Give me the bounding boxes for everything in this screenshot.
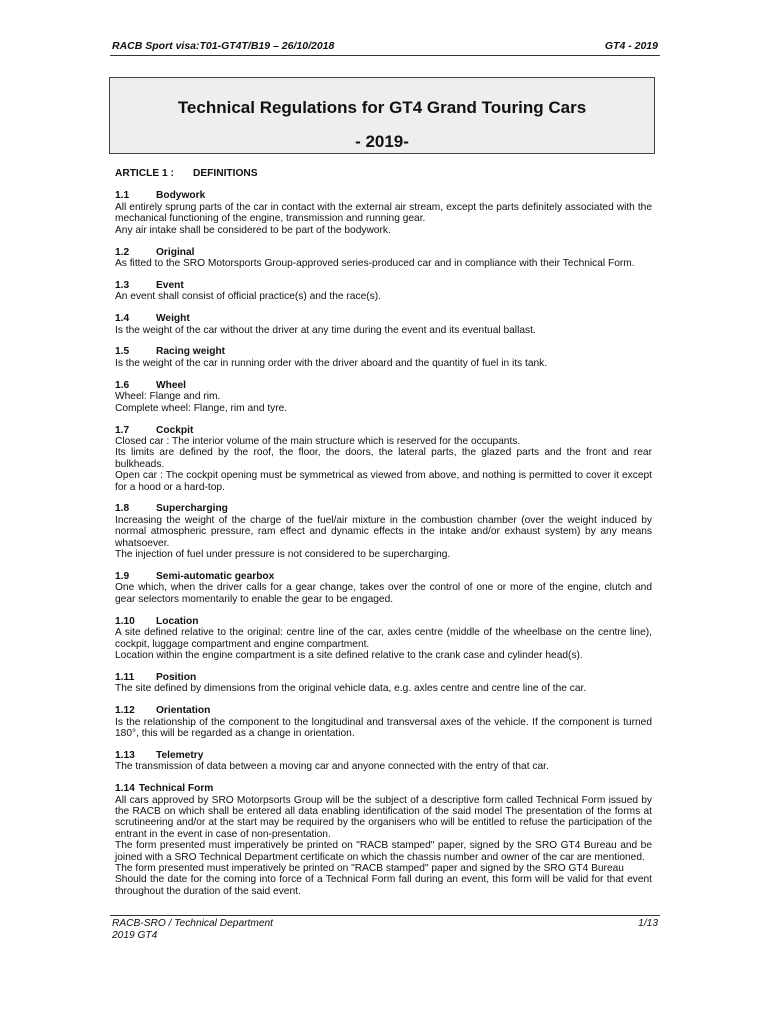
section-paragraph: Is the weight of the car without the driver at any time during the event and its eventual ballast.: [115, 324, 536, 336]
section-heading: [115, 571, 652, 582]
section-heading: [115, 280, 652, 291]
section-title: Event: [156, 279, 184, 291]
section-number: 1.6: [115, 379, 130, 391]
page-footer: [112, 918, 658, 941]
article-heading: [115, 168, 652, 179]
definition-section: [115, 425, 652, 493]
section-number: 1.10: [115, 615, 135, 627]
section-number: 1.13: [115, 749, 135, 761]
section-title: Bodywork: [156, 190, 206, 202]
section-number: 1.3: [115, 279, 130, 291]
section-number: 1.8: [115, 503, 130, 515]
section-number: 1.5: [115, 346, 130, 358]
section-title: Cockpit: [156, 424, 194, 436]
section-paragraph: All cars approved by SRO Motorpsorts Group will be the subject of a descriptive form called Technical Form issued by the RACB on which shall be entered all data enabling identification of the said model The presentation of the forms at scrutineering and/or at the start may be required by the organisers who will be entitled to refuse the participation of the entrant in the event in case of non-presentation.: [115, 794, 652, 840]
section-paragraph: A site defined relative to the original: centre line of the car, axles centre (middle of the wheelbase on the centre line), cockpit, luggage compartment and engine compartment.: [115, 627, 652, 650]
section-paragraph: Wheel: Flange and rim.: [115, 391, 221, 403]
definition-section: [115, 571, 652, 605]
section-paragraph: The form presented must imperatively be printed on "RACB stamped" paper, signed by the SRO GT4 Bureau and be joined with a SRO Technical Department certificate on which the chassis number and owner of the car are mentioned.: [115, 840, 652, 863]
definition-section: [115, 280, 652, 303]
footer-department: RACB-SRO / Technical Department: [112, 918, 273, 929]
title-box: [109, 77, 655, 154]
section-paragraph: Is the weight of the car in running order with the driver aboard and the quantity of fuel in its tank.: [115, 357, 548, 369]
header-divider: [110, 55, 660, 56]
section-heading: [115, 783, 652, 794]
definition-section: [115, 616, 652, 662]
section-title: Racing weight: [156, 346, 226, 358]
document-body: [115, 168, 652, 908]
section-number: 1.7: [115, 424, 130, 436]
section-paragraph: Location within the engine compartment is a site defined relative to the crank case and cylinder head(s).: [115, 649, 583, 661]
definition-section: [115, 672, 652, 695]
section-paragraph: Is the relationship of the component to the longitudinal and transversal axes of the vehicle. If the component is turned 180°, this will be regarded as a change in orientation.: [115, 716, 652, 739]
section-heading: [115, 346, 652, 357]
section-paragraph: All entirely sprung parts of the car in contact with the external air stream, except the parts definitely associated with the mechanical functioning of the engine, transmission and running gear.: [115, 201, 652, 225]
section-paragraph: The transmission of data between a moving car and anyone connected with the entry of that car.: [115, 761, 549, 773]
definition-section: [115, 783, 652, 897]
section-paragraph: An event shall consist of official practice(s) and the race(s).: [115, 291, 381, 303]
footer-edition: 2019 GT4: [112, 929, 158, 941]
definition-section: [115, 380, 652, 414]
section-number: 1.2: [115, 246, 130, 258]
section-number: 1.4: [115, 313, 130, 325]
definition-section: [115, 247, 652, 270]
article-title: DEFINITIONS: [193, 168, 258, 179]
document-title: Technical Regulations for GT4 Grand Touring Cars: [177, 98, 587, 117]
definition-section: [115, 750, 652, 773]
section-heading: [115, 616, 652, 627]
section-paragraph: The injection of fuel under pressure is not considered to be supercharging.: [115, 549, 451, 561]
section-heading: [115, 750, 652, 761]
header-left: RACB Sport visa:T01-GT4T/B19 – 26/10/2018: [112, 40, 335, 52]
section-paragraph: Should the date for the coming into force of a Technical Form fall during an event, this form will be valid for that event throughout the duration of the said event.: [115, 874, 652, 897]
page-header: [112, 40, 658, 54]
section-paragraph: Complete wheel: Flange, rim and tyre.: [115, 402, 288, 414]
section-paragraph: Its limits are defined by the roof, the floor, the doors, the lateral parts, the glazed parts and the front and rear bulkheads.: [115, 447, 652, 470]
section-heading: [115, 705, 652, 716]
section-heading: [115, 247, 652, 258]
section-title: Supercharging: [156, 503, 228, 515]
section-paragraph: As fitted to the SRO Motorsports Group-approved series-produced car and in compliance with their Technical Form.: [115, 257, 635, 269]
section-title: Original: [156, 246, 195, 258]
document-year: - 2019-: [355, 132, 409, 151]
section-number: 1.1: [115, 190, 130, 202]
section-heading: [115, 190, 652, 201]
section-heading: [115, 672, 652, 683]
section-heading: [115, 503, 652, 514]
section-heading: [115, 313, 652, 324]
section-number: 1.12: [115, 705, 135, 717]
definition-section: [115, 313, 652, 336]
section-number: 1.14: [115, 783, 135, 795]
footer-divider: [110, 915, 660, 916]
section-title: Technical Form: [138, 783, 214, 795]
page-number: 1/13: [638, 918, 658, 929]
section-paragraph: Open car : The cockpit opening must be symmetrical as viewed from above, and nothing is permitted to cover it except for a hood or a hard-top.: [115, 470, 652, 493]
section-paragraph: Closed car : The interior volume of the main structure which is reserved for the occupants.: [115, 435, 521, 447]
sections-list: [115, 190, 652, 897]
section-title: Position: [156, 671, 197, 683]
article-number: ARTICLE 1 :: [115, 168, 174, 179]
section-number: 1.9: [115, 570, 130, 582]
definition-section: [115, 705, 652, 739]
section-heading: [115, 425, 652, 436]
section-title: Telemetry: [156, 749, 204, 761]
definition-section: [115, 346, 652, 369]
section-paragraph: One which, when the driver calls for a gear change, takes over the control of one or more of the engine, clutch and gear selectors momentarily to enable the gear to be engaged.: [115, 582, 652, 605]
definition-section: [115, 503, 652, 560]
section-paragraph: Any air intake shall be considered to be part of the bodywork.: [115, 224, 391, 236]
section-paragraph: The site defined by dimensions from the original vehicle data, e.g. axles centre and centre line of the car.: [115, 683, 587, 695]
section-title: Location: [156, 615, 199, 627]
section-heading: [115, 380, 652, 391]
section-title: Orientation: [156, 705, 211, 717]
section-title: Wheel: [156, 379, 187, 391]
section-title: Semi-automatic gearbox: [156, 570, 275, 582]
section-paragraph: Increasing the weight of the charge of the fuel/air mixture in the combustion chamber (over the weight induced by normal atmospheric pressure, ram effect and dynamic effects in the intake and/or exhaust system) by any means whatsoever.: [115, 514, 652, 549]
section-title: Weight: [156, 313, 190, 325]
definition-section: [115, 190, 652, 236]
section-paragraph: The form presented must imperatively be printed on "RACB stamped" paper and signed by the SRO GT4 Bureau: [115, 863, 624, 874]
section-number: 1.11: [115, 671, 135, 683]
header-right: GT4 - 2019: [604, 40, 658, 52]
